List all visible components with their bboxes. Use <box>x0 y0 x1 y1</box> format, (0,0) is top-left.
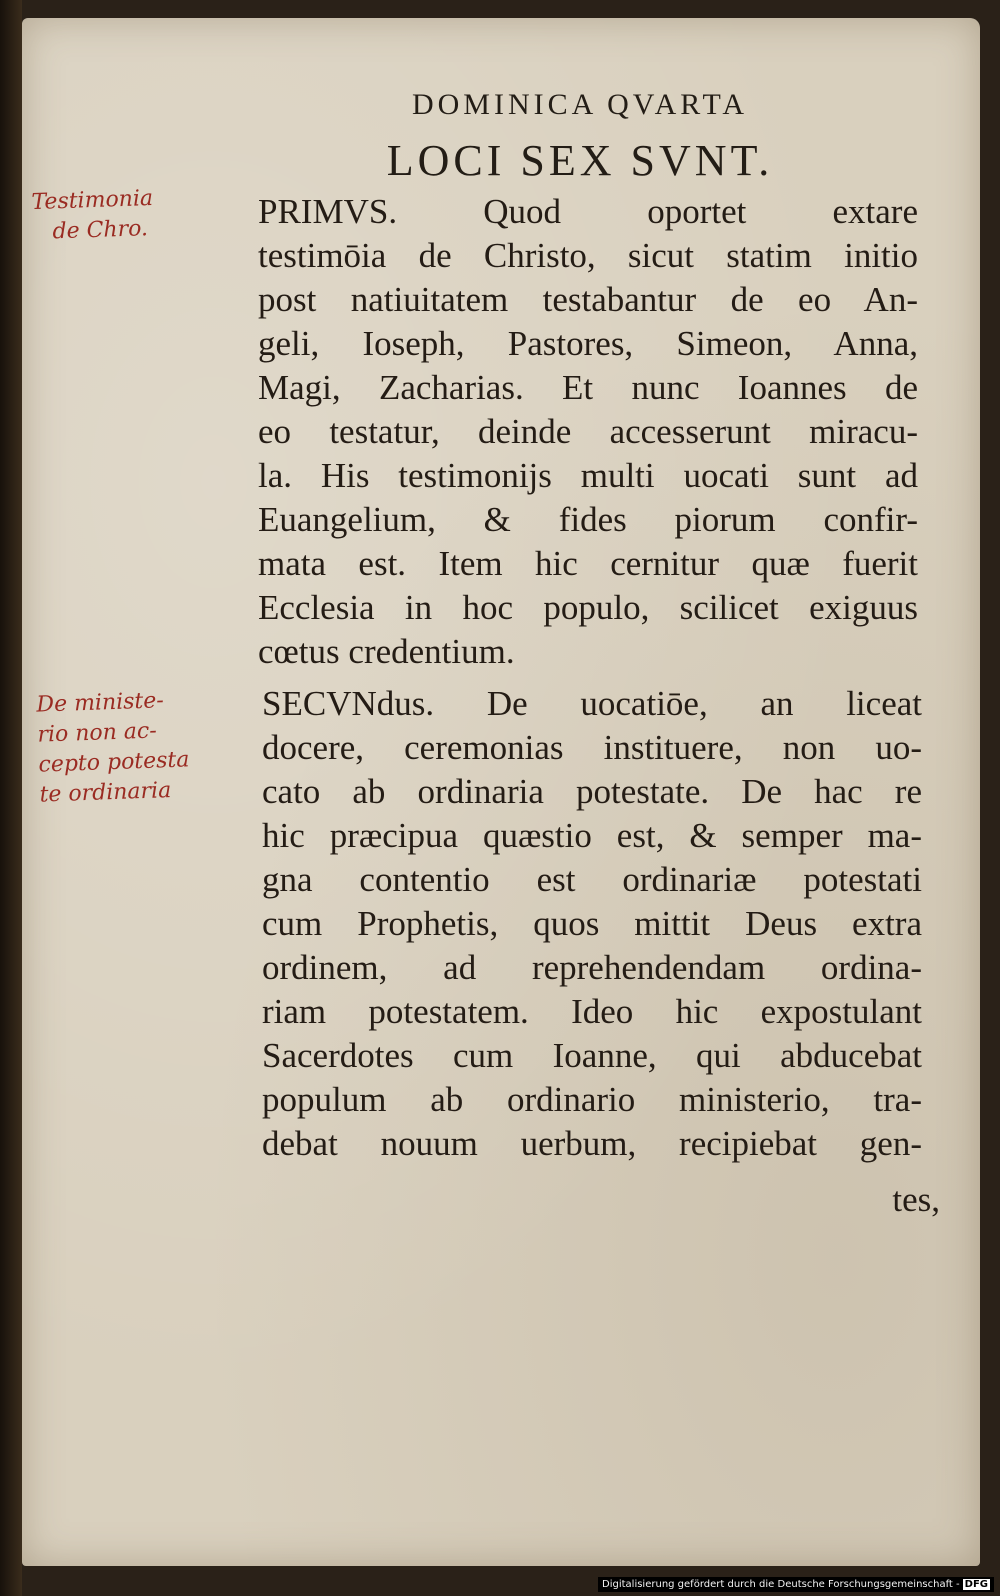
text-line: Sacerdotes cum Ioanne, qui abducebat <box>262 1036 922 1075</box>
text-line: post natiuitatem testabantur de eo An- <box>258 280 918 319</box>
marginal-note-line: cepto potesta <box>38 747 190 778</box>
marginal-note-line: rio non ac- <box>37 718 158 748</box>
credit-text: Digitalisierung gefördert durch die Deutsche Forschungsgemeinschaft - <box>602 1579 960 1590</box>
text-line: docere, ceremonias instituere, non uo- <box>262 728 922 767</box>
text-line: hic præcipua quæstio est, & semper ma- <box>262 816 922 855</box>
paragraph-secundus <box>262 682 922 1166</box>
text-line: gna contentio est ordinariæ potestati <box>262 860 922 899</box>
paragraph-primus <box>258 190 918 674</box>
text-line: PRIMVS. Quod oportet extare <box>258 192 918 231</box>
dfg-logo: DFG <box>964 1579 988 1590</box>
text-line: la. His testimonijs multi uocati sunt ad <box>258 456 918 495</box>
catchword: tes, <box>892 1180 940 1219</box>
text-line: cato ab ordinaria potestate. De hac re <box>262 772 922 811</box>
text-line: cœtus credentium. <box>258 632 515 671</box>
section-title: LOCI SEX SVNT. <box>386 136 774 185</box>
running-heading: DOMINICA QVARTA <box>411 88 749 121</box>
marginal-note-line: de Chro. <box>52 216 149 245</box>
text-line: Euangelium, & fides piorum confir- <box>258 500 918 539</box>
text-line: Ecclesia in hoc populo, scilicet exiguus <box>258 588 918 627</box>
digitization-credit <box>598 1577 994 1592</box>
text-line: testimōia de Christo, sicut statim initio <box>258 236 918 275</box>
text-line: Magi, Zacharias. Et nunc Ioannes de <box>258 368 918 407</box>
marginal-note-1 <box>31 184 155 248</box>
marginal-note-line: Testimonia <box>31 185 154 216</box>
text-line: ordinem, ad reprehendendam ordina- <box>262 948 922 987</box>
book-spine <box>0 0 22 1596</box>
text-line: cum Prophetis, quos mittit Deus extra <box>262 904 922 943</box>
text-line: riam potestatem. Ideo hic expostulant <box>262 992 922 1031</box>
text-line: debat nouum uerbum, recipiebat gen- <box>262 1124 922 1163</box>
marginal-note-line: De ministe- <box>36 688 165 718</box>
marginal-note-2 <box>36 685 191 810</box>
marginal-note-line: te ordinaria <box>39 778 172 808</box>
text-line: populum ab ordinario ministerio, tra- <box>262 1080 922 1119</box>
text-line: mata est. Item hic cernitur quæ fuerit <box>258 544 918 583</box>
text-line: eo testatur, deinde accesserunt miracu- <box>258 412 918 451</box>
text-line: geli, Ioseph, Pastores, Simeon, Anna, <box>258 324 918 363</box>
text-line: SECVNdus. De uocatiōe, an liceat <box>262 684 922 723</box>
